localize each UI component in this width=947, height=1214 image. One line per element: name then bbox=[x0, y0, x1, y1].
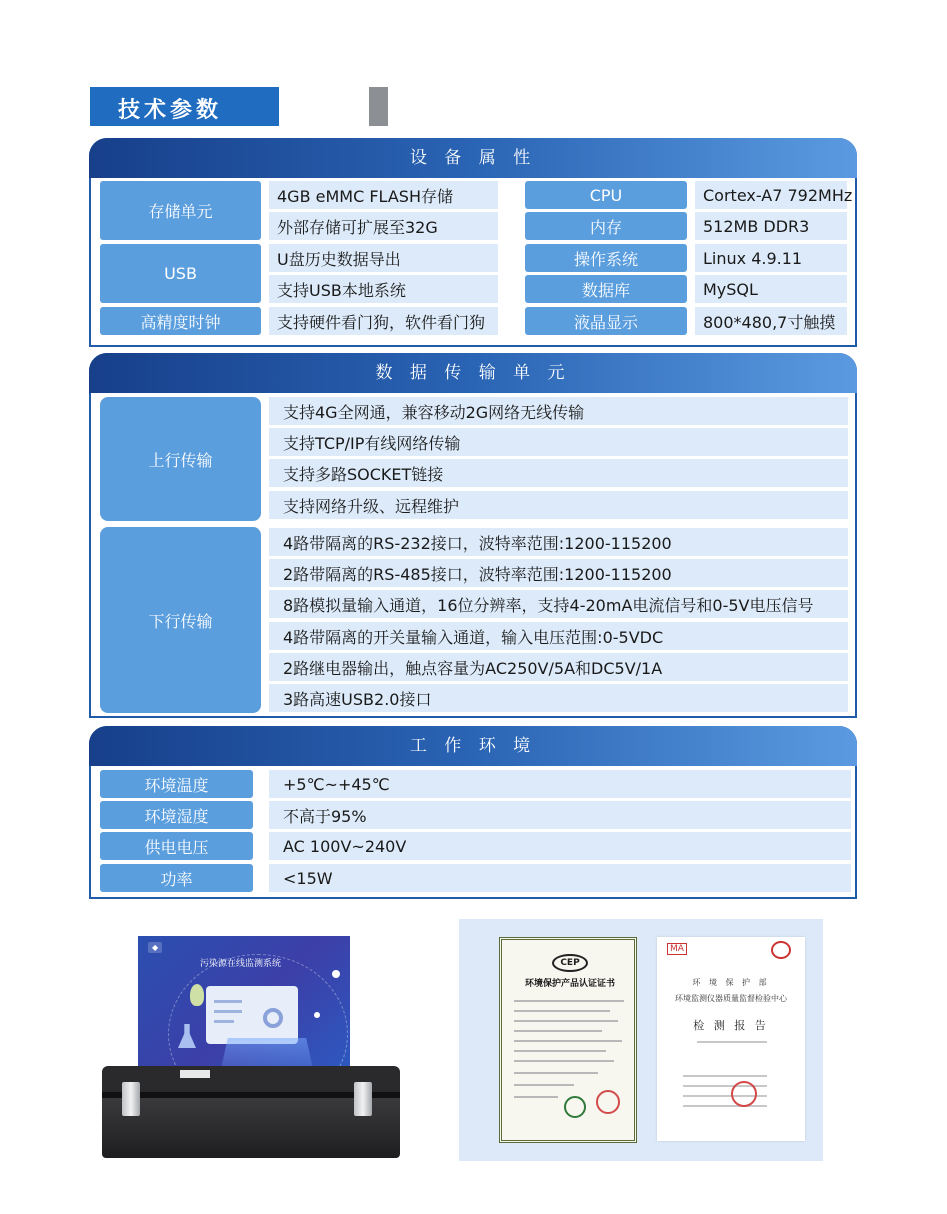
value-usb-1: U盘历史数据导出 bbox=[269, 244, 498, 272]
value-uplink-4: 支持网络升级、远程维护 bbox=[269, 491, 848, 519]
value-voltage: AC 100V~240V bbox=[269, 832, 851, 860]
label-voltage: 供电电压 bbox=[100, 832, 253, 860]
section-header: 设 备 属 性 bbox=[89, 138, 857, 178]
test-report bbox=[657, 937, 805, 1141]
label-display: 液晶显示 bbox=[525, 307, 687, 335]
certificates-panel bbox=[459, 919, 823, 1161]
label-clock: 高精度时钟 bbox=[100, 307, 261, 335]
title-accent-bar bbox=[369, 87, 388, 126]
red-seal bbox=[596, 1090, 620, 1114]
decor-dot bbox=[314, 1012, 320, 1018]
value-temperature: +5℃~+45℃ bbox=[269, 770, 851, 798]
label-cpu: CPU bbox=[525, 181, 687, 209]
label-power: 功率 bbox=[100, 864, 253, 892]
label-uplink: 上行传输 bbox=[100, 397, 261, 521]
value-uplink-2: 支持TCP/IP有线网络传输 bbox=[269, 428, 848, 456]
value-cpu: Cortex-A7 792MHz bbox=[695, 181, 847, 209]
value-storage-1: 4GB eMMC FLASH存储 bbox=[269, 181, 498, 209]
section-header: 工 作 环 境 bbox=[89, 726, 857, 766]
label-humidity: 环境湿度 bbox=[100, 801, 253, 829]
green-seal bbox=[564, 1096, 586, 1118]
label-database: 数据库 bbox=[525, 275, 687, 303]
value-storage-2: 外部存储可扩展至32G bbox=[269, 212, 498, 240]
label-memory: 内存 bbox=[525, 212, 687, 240]
value-clock: 支持硬件看门狗，软件看门狗 bbox=[269, 307, 498, 335]
value-downlink-5: 2路继电器输出，触点容量为AC250V/5A和DC5V/1A bbox=[269, 653, 848, 681]
screen-title: 污染源在线监测系统 bbox=[200, 959, 282, 969]
value-uplink-3: 支持多路SOCKET链接 bbox=[269, 459, 848, 487]
decor-dot bbox=[332, 970, 340, 978]
red-seal bbox=[731, 1081, 757, 1107]
value-downlink-3: 8路模拟量输入通道，16位分辨率，支持4-20mA电流信号和0-5V电压信号 bbox=[269, 590, 848, 618]
section-header: 数 据 传 输 单 元 bbox=[89, 353, 857, 393]
dashboard-panel bbox=[206, 986, 298, 1044]
value-uplink-1: 支持4G全网通，兼容移动2G网络无线传输 bbox=[269, 397, 848, 425]
label-usb: USB bbox=[100, 244, 261, 303]
bulb-icon bbox=[190, 984, 204, 1006]
value-display: 800*480,7寸触摸 bbox=[695, 307, 847, 335]
value-downlink-2: 2路带隔离的RS-485接口，波特率范围:1200-115200 bbox=[269, 559, 848, 587]
product-photo bbox=[100, 934, 402, 1162]
value-memory: 512MB DDR3 bbox=[695, 212, 847, 240]
value-downlink-4: 4路带隔离的开关量输入通道，输入电压范围:0-5VDC bbox=[269, 622, 848, 650]
report-title: 检 测 报 告 bbox=[693, 1019, 769, 1032]
label-downlink: 下行传输 bbox=[100, 527, 261, 713]
certificate-title: 环境保护产品认证证书 bbox=[524, 979, 615, 989]
report-issuer: 环 境 保 护 部 bbox=[692, 978, 770, 987]
value-power: <15W bbox=[269, 864, 851, 892]
label-storage: 存储单元 bbox=[100, 181, 261, 240]
case-latch-right bbox=[354, 1082, 372, 1116]
gear-icon bbox=[263, 1008, 283, 1028]
page-title: 技术参数 bbox=[118, 98, 223, 123]
case-handle bbox=[180, 1070, 210, 1078]
red-seal bbox=[771, 941, 791, 959]
value-database: MySQL bbox=[695, 275, 847, 303]
report-center: 环境监测仪器质量监督检验中心 bbox=[675, 994, 787, 1003]
label-os: 操作系统 bbox=[525, 244, 687, 272]
label-temperature: 环境温度 bbox=[100, 770, 253, 798]
value-downlink-1: 4路带隔离的RS-232接口，波特率范围:1200-115200 bbox=[269, 528, 848, 556]
data-transfer-section bbox=[89, 353, 857, 718]
cep-logo: CEP bbox=[552, 954, 588, 972]
case-latch-left bbox=[122, 1082, 140, 1116]
device-properties-section bbox=[89, 138, 857, 347]
section-title-tab bbox=[90, 87, 298, 126]
value-os: Linux 4.9.11 bbox=[695, 244, 847, 272]
value-usb-2: 支持USB本地系统 bbox=[269, 275, 498, 303]
cep-certificate bbox=[499, 937, 637, 1143]
ma-mark: MA bbox=[667, 943, 687, 955]
value-downlink-6: 3路高速USB2.0接口 bbox=[269, 684, 848, 712]
brand-logo: ◆ bbox=[148, 942, 162, 953]
value-humidity: 不高于95% bbox=[269, 801, 851, 829]
working-environment-section bbox=[89, 726, 857, 899]
